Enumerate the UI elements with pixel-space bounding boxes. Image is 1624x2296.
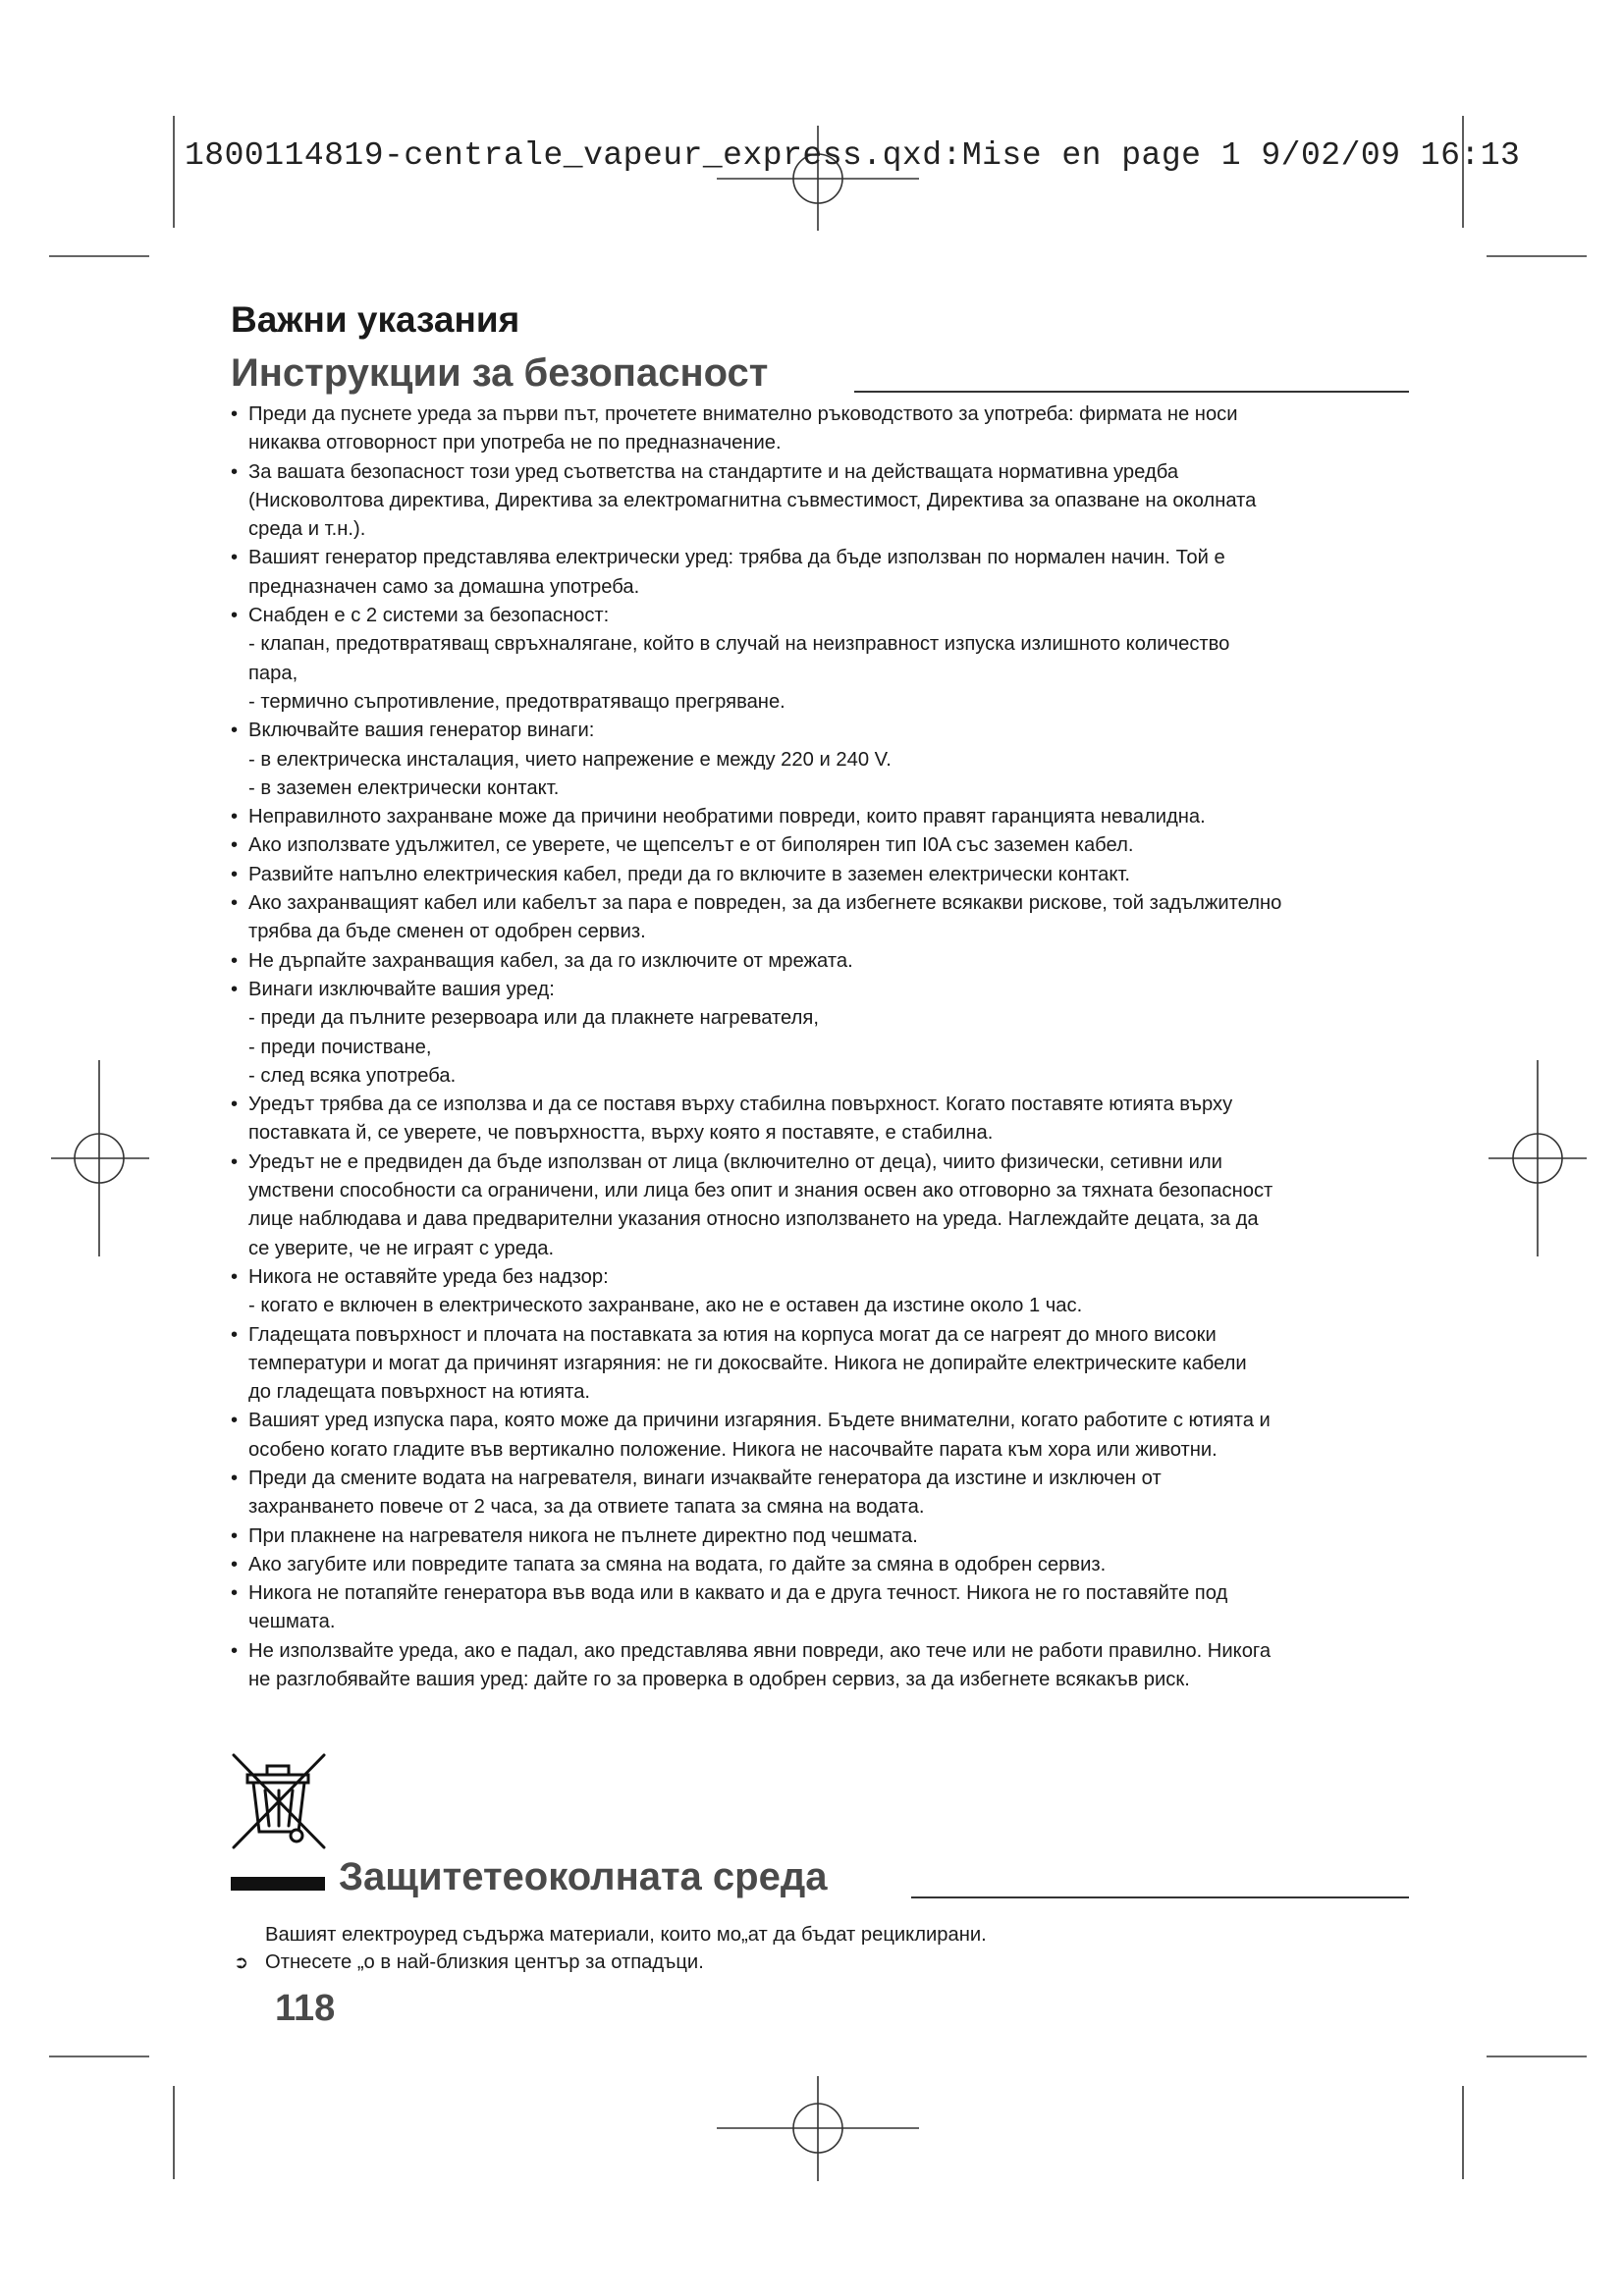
file-slug: 1800114819-centrale_vapeur_express.qxd:Mise en page 1 9/02/09 16:13 bbox=[185, 137, 1521, 174]
instruction-text: Уредът не е предвиден да бъде използван от лица (включително от деца), чиито физически, сетивни или bbox=[248, 1150, 1222, 1173]
bullet-icon: • bbox=[231, 1524, 239, 1547]
instruction-text: Никога не оставяйте уреда без надзор: bbox=[248, 1265, 609, 1288]
instruction-item bbox=[231, 1465, 1419, 1493]
instruction-text: Ако загубите или повредите тапата за смяна на водата, го дайте за смяна в одобрен сервиз. bbox=[248, 1553, 1107, 1575]
instruction-item bbox=[231, 803, 1419, 831]
instruction-item bbox=[231, 831, 1419, 860]
instruction-item bbox=[231, 1091, 1419, 1119]
bullet-icon: • bbox=[231, 1265, 239, 1288]
instruction-text: предназначен само за домашна употреба. bbox=[248, 575, 640, 598]
safety-heading: Инструкции за безопасност bbox=[231, 351, 769, 395]
instruction-line bbox=[231, 1062, 1419, 1091]
instruction-item bbox=[231, 458, 1419, 487]
instruction-text: При плакнене на нагревателя никога не пълнете директно под чешмата. bbox=[248, 1524, 918, 1547]
instruction-text: - клапан, предотвратяващ свръхналягане, който в случай на неизправност изпуска излишното количество bbox=[248, 633, 1230, 656]
instruction-text: умствени способности са ограничени, или лица без опит и знания освен ако отговорно за тяхната безопасност bbox=[248, 1180, 1273, 1202]
instruction-text: Никога не потапяйте генератора във вода или в каквато и да е друга течност. Никога не го поставяйте под bbox=[248, 1582, 1228, 1605]
instruction-text: Вашият генератор представлява електрически уред: трябва да бъде използван по нормален начин. Той е bbox=[248, 547, 1225, 569]
instruction-line bbox=[231, 1350, 1419, 1378]
environment-heading-row bbox=[231, 1855, 1409, 1910]
instruction-line bbox=[231, 1292, 1419, 1320]
instruction-line bbox=[231, 660, 1419, 688]
instruction-text: - след всяка употреба. bbox=[248, 1064, 457, 1087]
instruction-line bbox=[231, 573, 1419, 602]
instruction-line bbox=[231, 774, 1419, 803]
heading-rule bbox=[854, 391, 1409, 393]
instruction-text: (Нисковолтова директива, Директива за електромагнитна съвместимост, Директива за опазване на околната bbox=[248, 489, 1257, 511]
instruction-line bbox=[231, 1436, 1419, 1465]
instruction-line bbox=[231, 1004, 1419, 1033]
instruction-item bbox=[231, 1321, 1419, 1350]
instruction-text: - в електрическа инсталация, чието напрежение е между 220 и 240 V. bbox=[248, 748, 892, 771]
instruction-text: Неправилното захранване може да причини необратими повреди, които правят гаранцията невалидна. bbox=[248, 806, 1206, 828]
bullet-icon: • bbox=[231, 978, 239, 1000]
instruction-item bbox=[231, 976, 1419, 1004]
disposal-note bbox=[234, 1951, 704, 1974]
instruction-text: не разглобявайте вашия уред: дайте го за проверка в одобрен сервиз, за да избегнете всякакъв риск. bbox=[248, 1669, 1190, 1691]
instruction-text: чешмата. bbox=[248, 1611, 336, 1633]
page-title: Важни указания bbox=[231, 299, 520, 340]
instruction-line bbox=[231, 918, 1419, 946]
instruction-line bbox=[231, 1034, 1419, 1062]
bullet-icon: • bbox=[231, 834, 239, 857]
instruction-text: - когато е включен в електрическото захранване, ако не е оставен да изстине около 1 час. bbox=[248, 1295, 1083, 1317]
instruction-line bbox=[231, 515, 1419, 544]
instruction-item bbox=[231, 947, 1419, 976]
instruction-text: лице наблюдава и дава предварителни указания относно използването на уреда. Наглеждайте децата, за да bbox=[248, 1208, 1259, 1231]
instruction-item bbox=[231, 400, 1419, 429]
instruction-text: - термично съпротивление, предотвратяващо прегряване. bbox=[248, 690, 785, 713]
instruction-item bbox=[231, 1579, 1419, 1608]
instruction-line bbox=[231, 429, 1419, 457]
crossed-bin-icon bbox=[228, 1749, 330, 1851]
instruction-item bbox=[231, 1551, 1419, 1579]
instruction-line bbox=[231, 746, 1419, 774]
bullet-icon: • bbox=[231, 403, 239, 425]
instruction-text: Снабден е с 2 системи за безопасност: bbox=[248, 605, 610, 627]
instruction-text: Винаги изключвайте вашия уред: bbox=[248, 978, 555, 1000]
instruction-line bbox=[231, 1493, 1419, 1522]
instruction-text: Ако захранващият кабел или кабелът за пара е повреден, за да избегнете всякакви рискове, той задължително bbox=[248, 892, 1282, 915]
instruction-text: - преди почистване, bbox=[248, 1036, 432, 1058]
bullet-icon: • bbox=[231, 720, 239, 742]
instruction-line bbox=[231, 1378, 1419, 1407]
instruction-text: Не използвайте уреда, ако е падал, ако представлява явни повреди, ако тече или не работи правилно. Никога bbox=[248, 1639, 1272, 1662]
instruction-item bbox=[231, 1522, 1419, 1551]
instruction-text: трябва да бъде сменен от одобрен сервиз. bbox=[248, 921, 646, 943]
bullet-icon: • bbox=[231, 1553, 239, 1575]
instruction-item bbox=[231, 717, 1419, 745]
page-number: 118 bbox=[275, 1988, 336, 2029]
arrow-icon: ➲ bbox=[234, 1952, 249, 1972]
disposal-text: Отнесете „о в най-близкия център за отпадъци. bbox=[265, 1951, 704, 1973]
instruction-text: - преди да пълните резервоара или да плакнете нагревателя, bbox=[248, 1007, 819, 1030]
instruction-line bbox=[231, 1235, 1419, 1263]
bullet-icon: • bbox=[231, 605, 239, 627]
instruction-text: Ако използвате удължител, се уверете, че щепселът е от биполярен тип I0A със заземен кабел. bbox=[248, 834, 1134, 857]
recycle-note: Вашият електроуред съдържа материали, които мо„ат да бъдат рециклирани. bbox=[265, 1924, 987, 1946]
instruction-text: Не дърпайте захранващия кабел, за да го изключите от мрежата. bbox=[248, 949, 853, 972]
safety-heading-row bbox=[231, 351, 1409, 402]
instruction-item bbox=[231, 544, 1419, 572]
instruction-text: Уредът трябва да се използва и да се поставя върху стабилна повърхност. Когато поставяте ютията върху bbox=[248, 1094, 1233, 1116]
instruction-text: температури и могат да причинят изгаряния: не ги докосвайте. Никога не допирайте електрическите кабели bbox=[248, 1352, 1247, 1374]
instruction-line bbox=[231, 1666, 1419, 1694]
instruction-text: пара, bbox=[248, 662, 298, 684]
instruction-text: Развийте напълно електрическия кабел, преди да го включите в заземен електрически контакт. bbox=[248, 863, 1131, 885]
instruction-text: особено когато гладите във вертикално положение. Никога не насочвайте парата към хора или животни. bbox=[248, 1438, 1218, 1461]
instruction-text: до гладещата повърхност на ютията. bbox=[248, 1381, 591, 1404]
bullet-icon: • bbox=[231, 1410, 239, 1432]
heading-rule bbox=[911, 1896, 1409, 1898]
instruction-item bbox=[231, 1637, 1419, 1666]
bullet-icon: • bbox=[231, 460, 239, 483]
bullet-icon: • bbox=[231, 892, 239, 915]
instruction-text: За вашата безопасност този уред съответства на стандартите и на действащата нормативна уредба bbox=[248, 460, 1179, 483]
environment-heading: Защитетеоколната среда bbox=[339, 1855, 828, 1898]
bullet-icon: • bbox=[231, 1582, 239, 1605]
instruction-item bbox=[231, 1148, 1419, 1177]
instruction-line bbox=[231, 1608, 1419, 1636]
bullet-icon: • bbox=[231, 1094, 239, 1116]
instruction-text: - в заземен електрически контакт. bbox=[248, 776, 560, 799]
bullet-icon: • bbox=[231, 1150, 239, 1173]
instruction-item bbox=[231, 889, 1419, 918]
instruction-item bbox=[231, 602, 1419, 630]
instruction-text: никаква отговорност при употреба не по предназначение. bbox=[248, 432, 782, 454]
heading-bar bbox=[231, 1877, 325, 1891]
bullet-icon: • bbox=[231, 949, 239, 972]
instruction-text: захранването повече от 2 часа, за да отвиете тапата за смяна на водата. bbox=[248, 1496, 925, 1519]
instruction-line bbox=[231, 630, 1419, 659]
bullet-icon: • bbox=[231, 1639, 239, 1662]
instruction-item bbox=[231, 1407, 1419, 1435]
safety-instructions bbox=[231, 400, 1419, 1694]
bullet-icon: • bbox=[231, 863, 239, 885]
instruction-text: Вашият уред изпуска пара, която може да причини изгаряния. Бъдете внимателни, когато работите с ютията и bbox=[248, 1410, 1271, 1432]
instruction-line bbox=[231, 1119, 1419, 1148]
instruction-text: Гладещата повърхност и плочата на поставката за ютия на корпуса могат да се нагреят до много високи bbox=[248, 1323, 1217, 1346]
bullet-icon: • bbox=[231, 806, 239, 828]
instruction-text: Преди да пуснете уреда за първи път, прочетете внимателно ръководството за употреба: фирмата не носи bbox=[248, 403, 1238, 425]
instruction-item bbox=[231, 861, 1419, 889]
instruction-line bbox=[231, 487, 1419, 515]
instruction-text: Преди да смените водата на нагревателя, винаги изчаквайте генератора да изстине и изключен от bbox=[248, 1467, 1162, 1489]
instruction-text: среда и т.н.). bbox=[248, 518, 366, 541]
instruction-item bbox=[231, 1263, 1419, 1292]
instruction-text: Включвайте вашия генератор винаги: bbox=[248, 720, 595, 742]
bullet-icon: • bbox=[231, 547, 239, 569]
instruction-text: поставката й, се уверете, че повърхността, върху която я поставяте, е стабилна. bbox=[248, 1122, 994, 1145]
instruction-line bbox=[231, 1205, 1419, 1234]
instruction-line bbox=[231, 688, 1419, 717]
bullet-icon: • bbox=[231, 1467, 239, 1489]
instruction-text: се уверите, че не играят с уреда. bbox=[248, 1237, 555, 1259]
instruction-line bbox=[231, 1177, 1419, 1205]
bullet-icon: • bbox=[231, 1323, 239, 1346]
